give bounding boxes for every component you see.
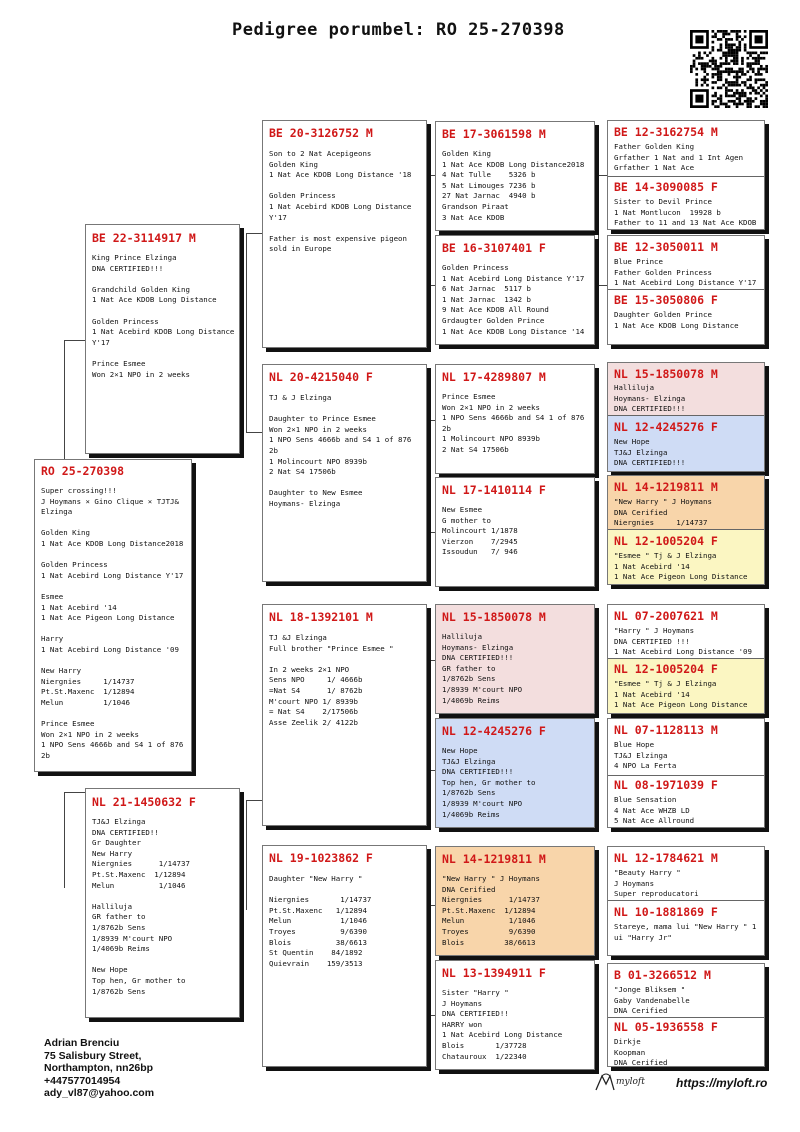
gen2-text-3: TJ &J Elzinga Full brother "Prince Esmee " In 2 weeks 2×1 NPO Sens NPO 1/ 4666b =Nat S4 1/ 8762b M'court NPO 1/ 8939b = Nat S4 2/17506b Asse Zeelik 2/ 4122b [269,633,394,727]
gen4-pair-5 [607,604,765,714]
gen4-ring-5[interactable]: NL 15-1850078 M [614,367,718,381]
page-title: Pedigree porumbel: RO 25-270398 [232,20,565,40]
gen3-text-5: Halliluja Hoymans- Elzinga DNA CERTIFIED!!! GR father to 1/8762b Sens 1/8939 M'court NPO 1/4069b Reims [442,632,523,705]
gen2-text-2: TJ & J Elzinga Daughter to Prince Esmee Won 2×1 NPO in 2 weeks 1 NPO Sens 4666b and S4 1 of 876 2b 1 Molincourt NPO 8939b 2 Nat S4 17506b Daughter to New Esmee Hoymans- Elzinga [269,393,412,508]
gen4-text-7: "New Harry " J Hoymans DNA Cerified Niergnies 1/14737 [614,497,712,528]
gen3-ring-6: NL 12-4245276 F [442,724,546,738]
subject-card[interactable] [34,459,192,772]
sire-card[interactable] [85,224,240,454]
gen3-ring-3: NL 17-4289807 M [442,370,546,384]
gen4-pair-1 [607,120,765,230]
gen4-ring-10[interactable]: NL 12-1005204 F [614,662,718,676]
gen4-pair-3 [607,362,765,472]
gen4-text-11: Blue Hope TJ&J Elzinga 4 NPO La Ferta [614,740,677,771]
gen4-text-2: Sister to Devil Prince 1 Nat Montlucon 19928 b Father to 11 and 13 Nat Ace KDOB [614,197,757,228]
gen4-text-8: "Esmee " Tj & J Elzinga 1 Nat Acebird '14 1 Nat Ace Pigeon Long Distance [614,551,748,582]
gen4-ring-14[interactable]: NL 10-1881869 F [614,905,718,919]
logo-text: myloft [616,1077,645,1087]
owner-phone[interactable]: +447577014954 [44,1074,121,1087]
gen4-ring-9[interactable]: NL 07-2007621 M [614,609,718,623]
gen3-text-6: New Hope TJ&J Elzinga DNA CERTIFIED!!! Top hen, Gr mother to 1/8762b Sens 1/8939 M'court NPO 1/4069b Reims [442,746,536,819]
owner-email[interactable]: ady_vl87@yahoo.com [44,1087,155,1099]
gen3-text-3: Prince Esmee Won 2×1 NPO in 2 weeks 1 NPO Sens 4666b and S4 1 of 876 2b 1 Molincourt NPO 8939b 2 Nat S4 17506b [442,392,585,454]
gen2-card-1[interactable] [262,120,427,348]
gen3-ring-8: NL 13-1394911 F [442,966,546,980]
gen4-ring-4[interactable]: BE 15-3050806 F [614,293,718,307]
gen4-text-5: Halliluja Hoymans- Elzinga DNA CERTIFIED!!! [614,383,686,414]
gen2-ring-2: NL 20-4215040 F [269,370,373,384]
gen4-ring-6[interactable]: NL 12-4245276 F [614,420,718,434]
gen4-ring-12[interactable]: NL 08-1971039 F [614,778,718,792]
gen2-ring-3: NL 18-1392101 M [269,610,373,624]
gen3-ring-4: NL 17-1410114 F [442,483,546,497]
gen4-text-3: Blue Prince Father Golden Princess 1 Nat Acebird Long Distance Y'17 [614,257,757,288]
gen3-ring-2: BE 16-3107401 F [442,241,546,255]
gen2-ring-4: NL 19-1023862 F [269,851,373,865]
dam-text: TJ&J Elzinga DNA CERTIFIED!! Gr Daughter New Harry Niergnies 1/14737 Pt.St.Maxenc 1/12894 Melun 1/1046 Halliluja GR father to 1/8762b Sens 1/8939 M'court NPO 1/4069b Reims New Hope Top hen, Gr mother to 1/8762b Sens [92,817,190,996]
site-link[interactable]: https://myloft.ro [676,1076,768,1090]
gen3-text-4: New Esmee G mother to Molincourt 1/1878 Vierzon 7/2945 Issoudun 7/ 946 [442,505,518,557]
gen4-pair-7 [607,846,765,956]
gen3-card-2[interactable] [435,235,595,345]
sire-text: King Prince Elzinga DNA CERTIFIED!!! Grandchild Golden King 1 Nat Ace KDOB Long Distance Golden Princess 1 Nat Acebird KDOB Long Distance Y'17 Prince Esmee Won 2×1 NPO in 2 weeks [92,253,235,379]
gen3-ring-7: NL 14-1219811 M [442,852,546,866]
owner-contact [44,1037,154,1100]
gen3-card-7[interactable] [435,846,595,956]
gen2-ring-1: BE 20-3126752 M [269,126,373,140]
gen4-ring-13[interactable]: NL 12-1784621 M [614,851,718,865]
gen3-text-7: "New Harry " J Hoymans DNA Cerified Niergnies 1/14737 Pt.St.Maxenc 1/12894 Melun 1/1046 Troyes 9/6390 Blois 38/6613 [442,874,540,947]
gen4-ring-1[interactable]: BE 12-3162754 M [614,125,718,139]
gen4-pair-6 [607,718,765,828]
gen4-ring-3[interactable]: BE 12-3050011 M [614,240,718,254]
owner-city: Northampton, nn26bp [44,1062,154,1074]
gen4-ring-15[interactable]: B 01-3266512 M [614,968,711,982]
gen2-card-3[interactable] [262,604,427,826]
gen4-text-16: Dirkje Koopman DNA Cerified [614,1037,668,1067]
gen3-card-6[interactable] [435,718,595,828]
gen2-card-4[interactable] [262,845,427,1067]
gen4-text-10: "Esmee " Tj & J Elzinga 1 Nat Acebird '14 1 Nat Ace Pigeon Long Distance [614,679,748,710]
gen4-text-1: Father Golden King Grfather 1 Nat and 1 Int Agen Grfather 1 Nat Ace [614,142,744,173]
gen3-card-8[interactable] [435,960,595,1070]
gen4-ring-16[interactable]: NL 05-1936558 F [614,1020,718,1034]
sire-ring: BE 22-3114917 M [92,231,196,245]
gen3-text-1: Golden King 1 Nat Ace KDOB Long Distance2018 4 Nat Tulle 5326 b 5 Nat Limouges 7236 b 27 Nat Jarnac 4940 b Grandson Piraat 3 Nat Ace KDOB [442,149,585,222]
gen3-text-2: Golden Princess 1 Nat Acebird Long Distance Y'17 6 Nat Jarnac 5117 b 1 Nat Jarnac 1342 b 9 Nat Ace KDOB All Round Grdaugter Golden Prince 1 Nat Ace KDOB Long Distance '14 [442,263,585,336]
gen4-pair-4 [607,475,765,585]
gen4-text-15: "Jonge Bliksem " Gaby Vandenabelle DNA Cerified [614,985,690,1016]
gen4-text-13: "Beauty Harry " J Hoymans Super reproducatori [614,868,699,899]
dam-card[interactable] [85,788,240,1018]
gen4-text-4: Daughter Golden Prince 1 Nat Ace KDOB Long Distance [614,310,739,330]
gen4-text-14: Stareye, mama lui "New Harry " 1 ui "Harry Jr" [614,922,757,942]
gen4-ring-2[interactable]: BE 14-3090085 F [614,180,718,194]
qr-code-icon[interactable] [690,30,768,108]
gen4-ring-8[interactable]: NL 12-1005204 F [614,534,718,548]
gen4-text-9: "Harry " J Hoymans DNA CERTIFIED !!! 1 Nat Acebird Long Distance '09 [614,626,752,657]
gen2-text-4: Daughter "New Harry " Niergnies 1/14737 Pt.St.Maxenc 1/12894 Melun 1/1046 Troyes 9/6390 Blois 38/6613 St Quentin 84/1892 Quievrain 159/3513 [269,874,372,968]
gen3-card-3[interactable] [435,364,595,474]
owner-name: Adrian Brenciu [44,1037,120,1049]
gen3-card-1[interactable] [435,121,595,231]
gen3-card-4[interactable] [435,477,595,587]
gen3-ring-1: BE 17-3061598 M [442,127,546,141]
gen3-text-8: Sister "Harry " J Hoymans DNA CERTIFIED!! HARRY won 1 Nat Acebird Long Distance Blois 1/37728 Chatauroux 1/22340 [442,988,563,1061]
gen2-text-1: Son to 2 Nat Acepigeons Golden King 1 Nat Ace KDOB Long Distance '18 Golden Princess 1 Nat Acebird KDOB Long Distance Y'17 Father is most expensive pigeon sold in Europe [269,149,412,254]
gen4-pair-8 [607,963,765,1067]
subject-ring: RO 25-270398 [41,464,125,478]
owner-street: 75 Salisbury Street, [44,1049,142,1062]
gen3-ring-5: NL 15-1850078 M [442,610,546,624]
gen4-pair-2 [607,235,765,345]
gen4-ring-11[interactable]: NL 07-1128113 M [614,723,718,737]
subject-text: Super crossing!!! J Hoymans × Gino Clique × TJTJ& Elzinga Golden King 1 Nat Ace KDOB Long Distance2018 Golden Princess 1 Nat Acebird Long Distance Y'17 Esmee 1 Nat Acebird '14 1 Nat Ace Pigeon Long Distance Harry 1 Nat Acebird Long Distance '09 New Harry Niergnies 1/14737 Pt.St.Maxenc 1/12894 Melun 1/1046 Prince Esmee Won 2×1 NPO in 2 weeks 1 NPO Sens 4666b and S4 1 of 876 2b [41,486,184,760]
gen4-text-12: Blue Sensation 4 Nat Ace WHZB LD 5 Nat Ace Allround [614,795,695,826]
gen3-card-5[interactable] [435,604,595,714]
gen4-text-6: New Hope TJ&J Elzinga DNA CERTIFIED!!! [614,437,686,468]
gen4-ring-7[interactable]: NL 14-1219811 M [614,480,718,494]
dam-ring: NL 21-1450632 F [92,795,196,809]
gen2-card-2[interactable] [262,364,427,582]
